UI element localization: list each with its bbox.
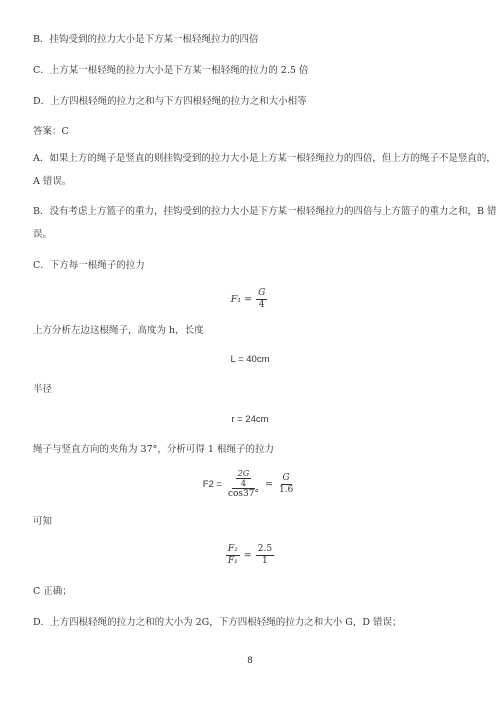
page-number: 8	[247, 655, 253, 666]
equation-f2-inner-numerator: 2G	[237, 469, 250, 478]
equation-f2-denominator: cos37°	[227, 489, 259, 499]
equation-f2-right-denominator: 1.6	[278, 485, 294, 495]
equation-ratio-equals: =	[243, 550, 252, 561]
option-c: C．上方某一根轻绳的拉力大小是下方某一根轻绳的拉力的 2.5 倍	[33, 65, 309, 76]
length-value: L = 40cm	[230, 354, 270, 365]
equation-f2-equals: =	[265, 479, 273, 490]
explanation-a-line-2: A 错误。	[33, 176, 72, 187]
know-text: 可知	[33, 516, 53, 527]
equation-f2	[0, 469, 500, 500]
equation-f1-denominator: 4	[258, 300, 265, 310]
c-correct: C 正确；	[33, 586, 72, 597]
equation-f2-inner-denominator: 4	[240, 479, 247, 488]
equation-ratio-right-denominator: 1	[262, 556, 268, 566]
angle-text: 绳子与竖直方向的夹角为 37°，分析可得 1 根绳子的拉力	[33, 444, 274, 455]
equation-ratio-denominator: F₁	[227, 556, 238, 566]
analysis-text: 上方分析左边这根绳子，高度为 h，长度	[33, 325, 204, 336]
option-b: B．挂钩受到的拉力大小是下方某一根轻绳拉力的四倍	[33, 34, 259, 45]
radius-label: 半径	[33, 384, 53, 395]
equation-ratio	[0, 543, 500, 567]
radius-value: r = 24cm	[231, 414, 269, 425]
equation-ratio-numerator: F₂	[227, 544, 238, 554]
explanation-c: C．下方每一根绳子的拉力	[33, 260, 145, 271]
answer: 答案：C	[33, 126, 69, 137]
explanation-a-line-1: A．如果上方的绳子是竖直的则挂钩受到的拉力大小是上方某一根轻绳拉力的四倍，但上方的绳子不是竖直的，	[33, 153, 496, 164]
equation-f1	[0, 288, 500, 311]
equation-f1-numerator: G	[258, 288, 266, 298]
equation-ratio-right-numerator: 2.5	[257, 544, 273, 554]
option-d: D．上方四根轻绳的拉力之和与下方四根轻绳的拉力之和大小相等	[33, 96, 307, 107]
explanation-b-line-1: B．没有考虑上方篮子的重力，挂钩受到的拉力大小是下方某一根轻绳拉力的四倍与上方篮子的重力之和，B 错	[33, 206, 497, 217]
equation-f1-lhs: F₁ =	[230, 294, 253, 305]
equation-f2-right-numerator: G	[282, 473, 290, 483]
equation-f2-lhs: F2 =	[202, 479, 222, 490]
explanation-d: D．上方四根轻绳的拉力之和的大小为 2G，下方四根轻绳的拉力之和大小 G，D 错误；	[33, 617, 402, 628]
explanation-b-line-2: 误。	[33, 229, 53, 240]
